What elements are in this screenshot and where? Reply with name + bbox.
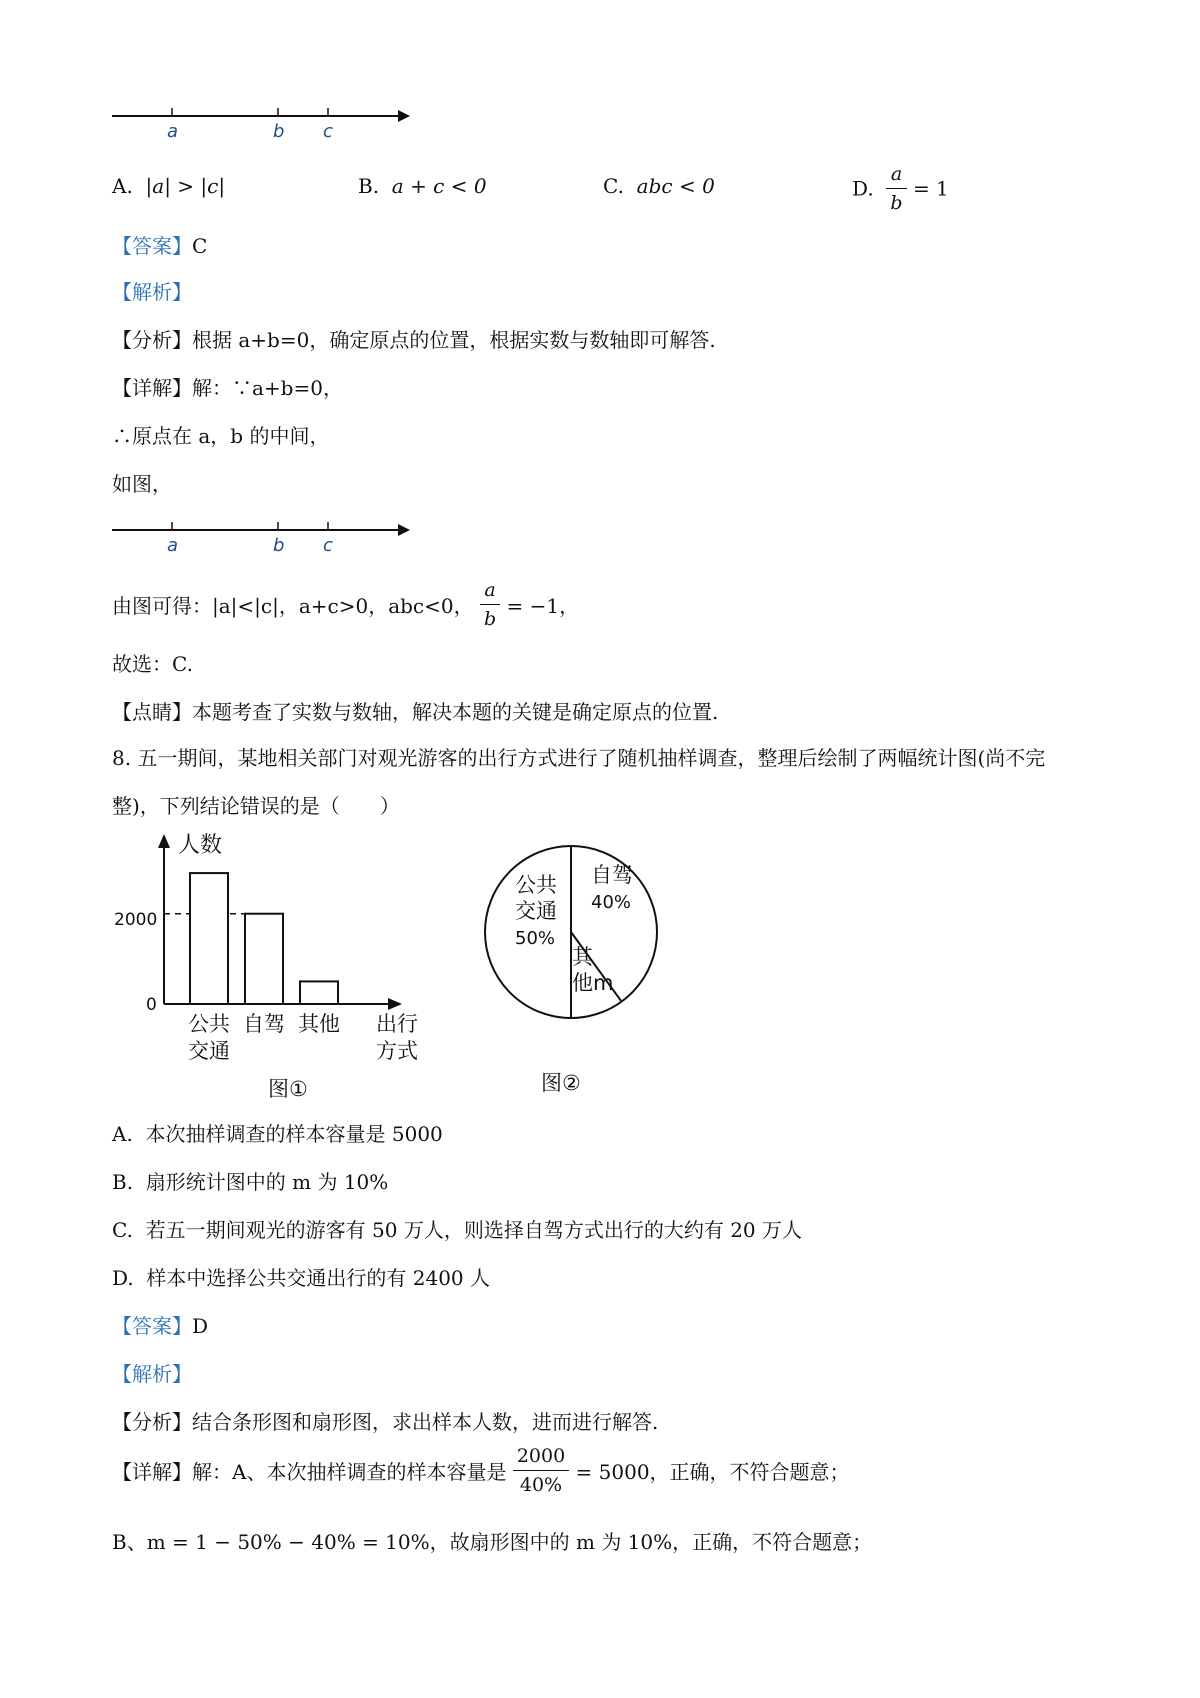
tick-label-b: b [273, 121, 285, 140]
q7-step-figure: 如图， [112, 472, 172, 496]
pie-caption: 图② [541, 1071, 581, 1095]
q7-xiangjie: 【详解】解：∵a+b=0， [112, 376, 343, 400]
pie-label-2-0: 其 [572, 945, 593, 969]
tick-label-a-2: a [167, 535, 179, 554]
q7-choice: 故选：C. [112, 652, 193, 676]
q7-step-conclusion: 由图可得：|a|<|c|，a+c>0，abc<0， $\frac{a}{b}$ = −1， [112, 576, 579, 633]
pie-label-1-1: 40% [591, 892, 632, 913]
tick-label-c-2: c [323, 535, 333, 554]
q8-fenxi: 【分析】结合条形图和扇形图，求出样本人数，进而进行解答. [112, 1410, 659, 1434]
q8-option-a: A. 本次抽样调查的样本容量是 5000 [112, 1122, 443, 1146]
pie-label-0-0: 公共 [515, 873, 557, 897]
q7-dianjing: 【点睛】本题考查了实数与数轴，解决本题的关键是确定原点的位置. [112, 700, 719, 724]
q8-stem-line2: 整)，下列结论错误的是（ ） [112, 794, 400, 818]
q7-option-a: A. |a| > |c| [112, 174, 226, 198]
bar-caption: 图① [268, 1077, 308, 1101]
q8-option-c: C. 若五一期间观光的游客有 50 万人，则选择自驾方式出行的大约有 20 万人 [112, 1218, 802, 1242]
bar-2 [300, 981, 338, 1004]
fraction-2000-over-40: $\frac{2000}{40\%}$ [513, 1442, 569, 1499]
q7-option-b: B. a + c < 0 [358, 174, 487, 198]
bar-xlabel-2: 方式 [376, 1039, 418, 1063]
q7-option-d: D. $\frac{a}{b}$ = 1 [852, 160, 949, 217]
bar-xlabel-1: 出行 [376, 1012, 418, 1036]
bar-xtick-1: 自驾 [243, 1012, 285, 1036]
pie-label-1-0: 自驾 [591, 863, 633, 887]
pie-chart [468, 838, 688, 1098]
bar-xtick-2: 其他 [298, 1012, 340, 1036]
q8-step-b: B、m = 1 − 50% − 40% = 10%，故扇形图中的 m 为 10%，正确，不符合题意； [112, 1530, 873, 1554]
bar-xtick-0-a: 公共 [188, 1012, 230, 1036]
bar-ytick-2000: 2000 [114, 910, 158, 930]
pie-label-2-1: 他m [572, 971, 614, 995]
tick-label-a: a [167, 121, 179, 140]
bar-xtick-0-b: 交通 [188, 1039, 230, 1063]
q8-stem-line1: 8. 五一期间，某地相关部门对观光游客的出行方式进行了随机抽样调查，整理后绘制了两幅统计图(尚不完 [112, 746, 1046, 770]
q8-answer: 【答案】D [112, 1314, 209, 1338]
bar-0 [190, 873, 228, 1004]
tick-label-c: c [323, 121, 333, 140]
pie-label-0-1: 交通 [515, 899, 557, 923]
q7-analysis-heading: 【解析】 [112, 280, 192, 304]
number-line-solution [110, 512, 410, 554]
bar-1 [245, 914, 283, 1004]
bar-chart [100, 828, 440, 1108]
q8-analysis-heading: 【解析】 [112, 1362, 192, 1386]
fraction-a-over-b-2: $\frac{a}{b}$ [480, 576, 500, 633]
tick-label-b-2: b [273, 535, 285, 554]
bar-ytick-0: 0 [146, 995, 157, 1015]
q8-option-d: D. 样本中选择公共交通出行的有 2400 人 [112, 1266, 491, 1290]
fraction-a-over-b: $\frac{a}{b}$ [886, 160, 906, 217]
bar-ylabel: 人数 [178, 833, 223, 858]
q7-answer: 【答案】C [112, 234, 208, 258]
q7-step-origin: ∴原点在 a，b 的中间， [112, 424, 330, 448]
q8-option-b: B. 扇形统计图中的 m 为 10% [112, 1170, 389, 1194]
q7-option-c: C. abc < 0 [603, 174, 715, 198]
pie-label-0-2: 50% [515, 928, 556, 949]
number-line-top [110, 98, 410, 140]
q8-xiangjie: 【详解】解：A、本次抽样调查的样本容量是 $\frac{2000}{40\%}$ = 5000，正确，不符合题意； [112, 1442, 850, 1499]
q7-fenxi: 【分析】根据 a+b=0，确定原点的位置，根据实数与数轴即可解答. [112, 328, 716, 352]
